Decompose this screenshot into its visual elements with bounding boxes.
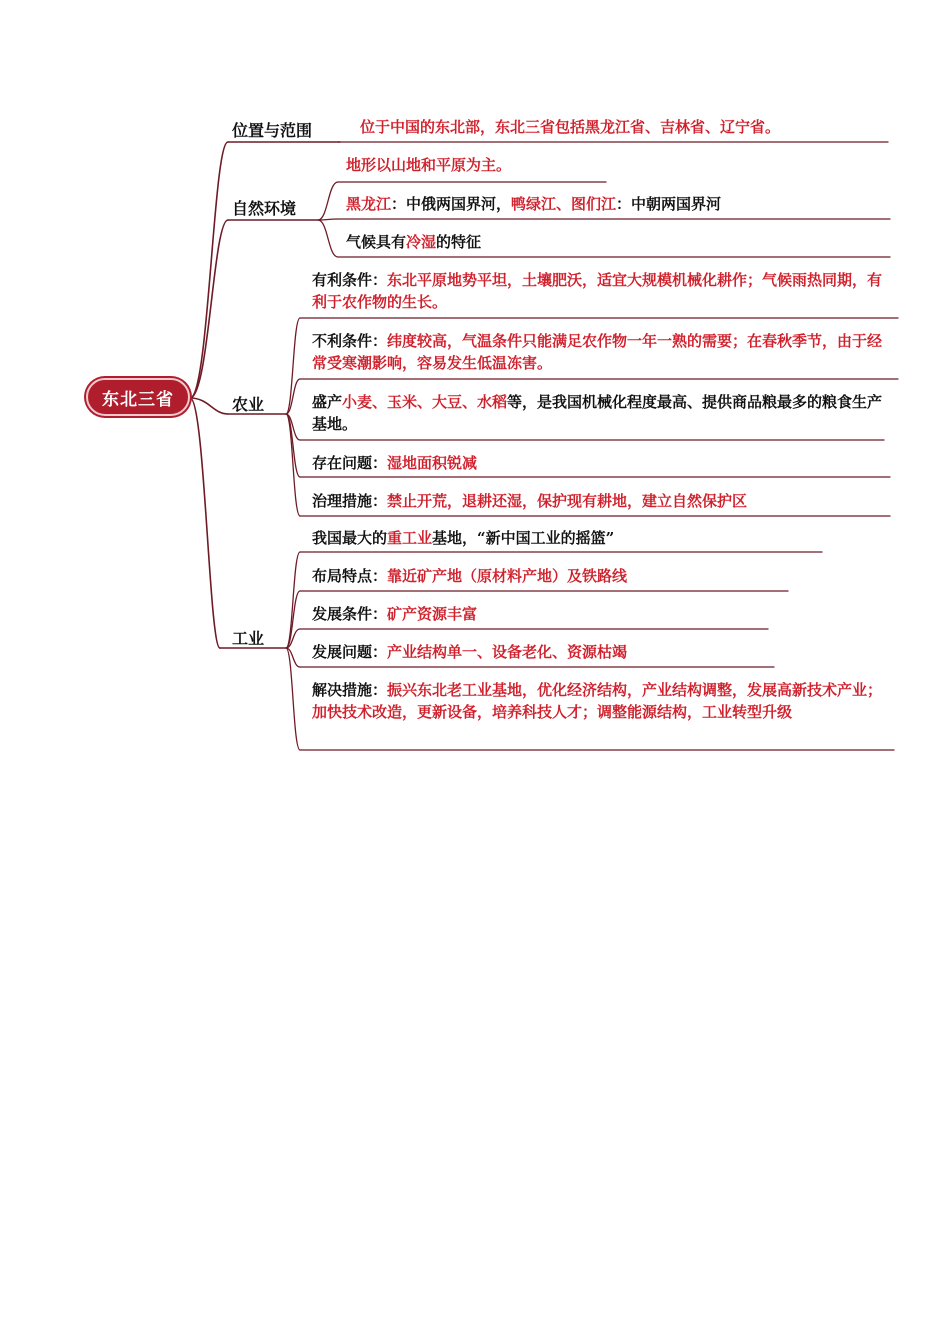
industry-item-4-text: 产业结构单一、设备老化、资源枯竭 <box>387 643 628 661</box>
industry-item-5 <box>312 679 890 723</box>
industry-item-2-text: 靠近矿产地（原材料产地）及铁路线 <box>387 567 628 585</box>
link-nature-3 <box>318 220 338 257</box>
industry-item-3-text: 矿产资源丰富 <box>387 605 478 623</box>
agriculture-item-1 <box>312 269 890 313</box>
agriculture-item-4-text: 湿地面积锐减 <box>387 454 478 472</box>
link-industry-3 <box>286 629 300 648</box>
location-item-1 <box>360 116 890 138</box>
agriculture-item-3-text: 小麦、玉米、大豆、水稻 <box>342 393 508 411</box>
industry-item-3 <box>312 603 712 625</box>
industry-item-1-text: 我国最大的 <box>312 529 388 547</box>
agriculture-item-4 <box>312 452 612 474</box>
industry-item-1-text: 重工业 <box>387 529 433 547</box>
industry-item-2-text: 布局特点： <box>312 567 388 585</box>
link-root-industry <box>190 398 220 648</box>
root-node: 东北三省 <box>86 378 190 416</box>
nature-item-3-text: 气候具有 <box>346 233 407 251</box>
agriculture-item-4-text: 存在问题： <box>312 454 388 472</box>
link-agriculture-2 <box>286 379 300 414</box>
link-industry-1 <box>286 552 300 648</box>
agriculture-item-3-text: 等，是我国机械化程度最高、提供商品粮最多的粮食生产基地。 <box>312 393 883 433</box>
nature-item-2 <box>346 193 906 215</box>
agriculture-item-5-text: 禁止开荒，退耕还湿，保护现有耕地，建立自然保护区 <box>387 492 748 510</box>
branch-agriculture: 农业 <box>232 395 265 414</box>
link-agriculture-3 <box>286 414 300 440</box>
link-root-location <box>190 142 228 398</box>
link-root-agriculture <box>190 398 228 414</box>
agriculture-item-3 <box>312 391 890 435</box>
location-item-1-text: 位于中国的东北部，东北三省包括黑龙江省、吉林省、辽宁省。 <box>360 118 781 136</box>
industry-item-5-text: 解决措施： <box>312 681 388 699</box>
nature-item-3-text: 冷湿 <box>406 233 437 251</box>
industry-item-4 <box>312 641 772 663</box>
branch-nature: 自然环境 <box>232 199 297 218</box>
nature-item-3 <box>346 231 646 253</box>
agriculture-item-1-text: 东北平原地势平坦，土壤肥沃，适宜大规模机械化耕作；气候雨热同期，有利于农作物的生长。 <box>312 271 883 311</box>
link-industry-4 <box>286 648 300 667</box>
nature-item-2-text: 黑龙江 <box>346 195 392 213</box>
industry-item-1-text: 基地，“新中国工业的摇篮” <box>432 529 615 547</box>
link-root-nature <box>190 220 228 398</box>
industry-item-1 <box>312 527 812 549</box>
nature-item-1 <box>346 154 616 176</box>
agriculture-item-5 <box>312 490 890 512</box>
link-industry-5 <box>286 648 300 750</box>
link-agriculture-4 <box>286 414 300 477</box>
agriculture-item-5-text: 治理措施： <box>312 492 388 510</box>
link-nature-2 <box>318 219 338 220</box>
nature-item-3-text: 的特征 <box>436 233 482 251</box>
nature-item-1-text: 地形以山地和平原为主。 <box>346 156 512 174</box>
nature-item-2-text: ：中俄两国界河， <box>391 195 512 213</box>
agriculture-item-3-text: 盛产 <box>312 393 343 411</box>
branch-location: 位置与范围 <box>232 121 313 140</box>
agriculture-item-2 <box>312 330 890 374</box>
industry-item-3-text: 发展条件： <box>312 605 388 623</box>
link-nature-1 <box>318 182 338 220</box>
link-industry-2 <box>286 591 300 648</box>
agriculture-item-2-text: 纬度较高，气温条件只能满足农作物一年一熟的需要；在春秋季节，由于经常受寒潮影响，容易发生低温冻害。 <box>312 332 883 372</box>
industry-item-2 <box>312 565 792 587</box>
nature-item-2-text: 鸭绿江、图们江 <box>511 195 617 213</box>
agriculture-item-1-text: 有利条件： <box>312 271 388 289</box>
branch-industry: 工业 <box>232 629 265 648</box>
agriculture-item-2-text: 不利条件： <box>312 332 388 350</box>
link-agriculture-5 <box>286 414 300 516</box>
industry-item-5-text: 振兴东北老工业基地，优化经济结构，产业结构调整，发展高新技术产业；加快技术改造，更新设备，培养科技人才；调整能源结构，工业转型升级 <box>312 681 883 721</box>
nature-item-2-text: ：中朝两国界河 <box>616 195 722 213</box>
industry-item-4-text: 发展问题： <box>312 643 388 661</box>
link-agriculture-1 <box>286 318 300 414</box>
